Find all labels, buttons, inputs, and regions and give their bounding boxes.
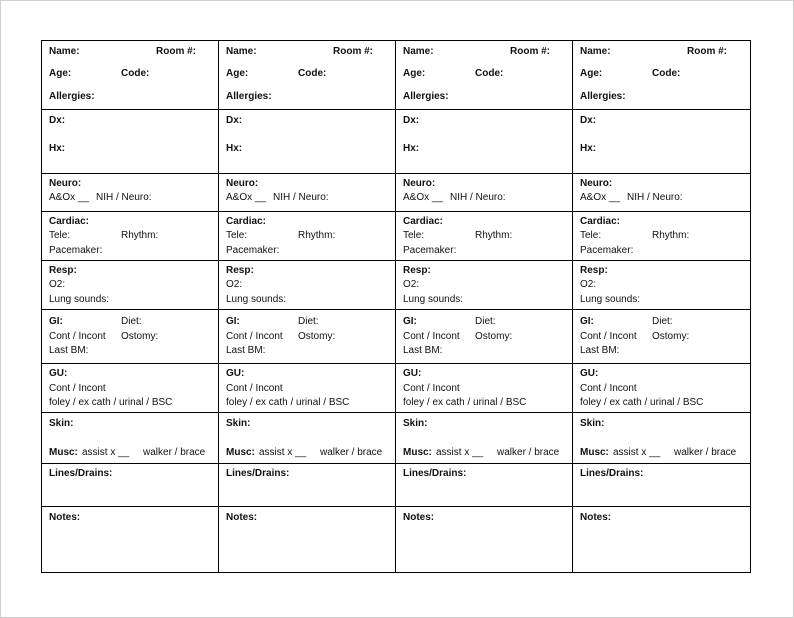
rhythm-label: Rhythm: bbox=[121, 230, 159, 241]
dx-label: Dx: bbox=[226, 115, 243, 126]
musc-label: Musc: bbox=[580, 447, 609, 458]
gi-label: GI: bbox=[580, 316, 594, 327]
neuro-label: Neuro: bbox=[49, 178, 82, 189]
cardiac-label: Cardiac: bbox=[49, 216, 90, 227]
room-label: Room #: bbox=[333, 46, 373, 57]
gi-label: GI: bbox=[226, 316, 240, 327]
code-label: Code: bbox=[121, 68, 150, 79]
notes-section bbox=[573, 507, 750, 573]
hx-label: Hx: bbox=[403, 143, 420, 154]
neuro-section bbox=[396, 174, 572, 212]
gu-label: GU: bbox=[403, 368, 422, 379]
neuro-section bbox=[219, 174, 395, 212]
gu-section bbox=[573, 364, 750, 413]
lines-drains-label: Lines/Drains: bbox=[580, 468, 644, 479]
gi-label: GI: bbox=[403, 316, 417, 327]
notes-section bbox=[396, 507, 572, 573]
neuro-label: Neuro: bbox=[403, 178, 436, 189]
diet-label: Diet: bbox=[475, 316, 496, 327]
age-label: Age: bbox=[226, 68, 249, 79]
lines-section bbox=[396, 464, 572, 507]
resp-label: Resp: bbox=[226, 265, 254, 276]
gi-cont-label: Cont / Incont bbox=[226, 331, 283, 342]
cardiac-section bbox=[219, 212, 395, 261]
walker-label: walker / brace bbox=[497, 447, 560, 458]
gi-section bbox=[219, 310, 395, 364]
cardiac-section bbox=[42, 212, 218, 261]
gu-label: GU: bbox=[49, 368, 68, 379]
notes-section bbox=[219, 507, 395, 573]
lung-sounds-label: Lung sounds: bbox=[226, 294, 287, 305]
musc-label: Musc: bbox=[49, 447, 78, 458]
diet-label: Diet: bbox=[121, 316, 142, 327]
id-section bbox=[219, 41, 395, 110]
skin-musc-section bbox=[573, 413, 750, 464]
rhythm-label: Rhythm: bbox=[298, 230, 336, 241]
allergies-label: Allergies: bbox=[49, 91, 95, 102]
aox-label: A&Ox __ bbox=[580, 192, 621, 203]
id-section bbox=[42, 41, 218, 110]
aox-label: A&Ox __ bbox=[226, 192, 267, 203]
dx-label: Dx: bbox=[403, 115, 420, 126]
cardiac-section bbox=[573, 212, 750, 261]
o2-label: O2: bbox=[49, 279, 66, 290]
o2-label: O2: bbox=[403, 279, 420, 290]
gi-section bbox=[573, 310, 750, 364]
skin-musc-section bbox=[396, 413, 572, 464]
lines-drains-label: Lines/Drains: bbox=[403, 468, 467, 479]
hx-label: Hx: bbox=[226, 143, 243, 154]
gi-label: GI: bbox=[49, 316, 63, 327]
skin-musc-section bbox=[42, 413, 218, 464]
last-bm-label: Last BM: bbox=[403, 345, 443, 356]
skin-musc-section bbox=[219, 413, 395, 464]
gi-cont-label: Cont / Incont bbox=[403, 331, 460, 342]
age-label: Age: bbox=[580, 68, 603, 79]
room-label: Room #: bbox=[156, 46, 196, 57]
dx-section bbox=[573, 110, 750, 174]
gu-devices-label: foley / ex cath / urinal / BSC bbox=[580, 397, 704, 408]
id-section bbox=[396, 41, 572, 110]
lines-drains-label: Lines/Drains: bbox=[226, 468, 290, 479]
pacemaker-label: Pacemaker: bbox=[403, 245, 457, 256]
rhythm-label: Rhythm: bbox=[652, 230, 690, 241]
dx-section bbox=[42, 110, 218, 174]
neuro-label: Neuro: bbox=[226, 178, 259, 189]
pacemaker-label: Pacemaker: bbox=[49, 245, 103, 256]
gu-section bbox=[396, 364, 572, 413]
code-label: Code: bbox=[475, 68, 504, 79]
lines-section bbox=[219, 464, 395, 507]
resp-label: Resp: bbox=[580, 265, 608, 276]
diet-label: Diet: bbox=[652, 316, 673, 327]
allergies-label: Allergies: bbox=[403, 91, 449, 102]
cardiac-label: Cardiac: bbox=[403, 216, 444, 227]
lung-sounds-label: Lung sounds: bbox=[49, 294, 110, 305]
lung-sounds-label: Lung sounds: bbox=[403, 294, 464, 305]
last-bm-label: Last BM: bbox=[49, 345, 89, 356]
assist-label: assist x __ bbox=[82, 447, 130, 458]
code-label: Code: bbox=[652, 68, 681, 79]
nih-label: NIH / Neuro: bbox=[450, 192, 506, 203]
patient-column-4 bbox=[572, 40, 751, 573]
o2-label: O2: bbox=[580, 279, 597, 290]
ostomy-label: Ostomy: bbox=[121, 331, 159, 342]
tele-label: Tele: bbox=[49, 230, 71, 241]
name-label: Name: bbox=[580, 46, 611, 57]
lung-sounds-label: Lung sounds: bbox=[580, 294, 641, 305]
aox-label: A&Ox __ bbox=[403, 192, 444, 203]
gu-cont-label: Cont / Incont bbox=[49, 383, 106, 394]
room-label: Room #: bbox=[687, 46, 727, 57]
cardiac-label: Cardiac: bbox=[226, 216, 267, 227]
nih-label: NIH / Neuro: bbox=[273, 192, 329, 203]
assist-label: assist x __ bbox=[259, 447, 307, 458]
neuro-section bbox=[573, 174, 750, 212]
age-label: Age: bbox=[49, 68, 72, 79]
ostomy-label: Ostomy: bbox=[298, 331, 336, 342]
lines-section bbox=[42, 464, 218, 507]
gu-devices-label: foley / ex cath / urinal / BSC bbox=[226, 397, 350, 408]
gi-cont-label: Cont / Incont bbox=[49, 331, 106, 342]
notes-section bbox=[42, 507, 218, 573]
gu-cont-label: Cont / Incont bbox=[580, 383, 637, 394]
patient-column-2 bbox=[218, 40, 395, 573]
resp-section bbox=[42, 261, 218, 310]
lines-section bbox=[573, 464, 750, 507]
last-bm-label: Last BM: bbox=[226, 345, 266, 356]
age-label: Age: bbox=[403, 68, 426, 79]
neuro-section bbox=[42, 174, 218, 212]
gu-section bbox=[219, 364, 395, 413]
gi-section bbox=[42, 310, 218, 364]
resp-label: Resp: bbox=[49, 265, 77, 276]
notes-label: Notes: bbox=[226, 512, 258, 523]
resp-label: Resp: bbox=[403, 265, 431, 276]
tele-label: Tele: bbox=[403, 230, 425, 241]
gu-devices-label: foley / ex cath / urinal / BSC bbox=[403, 397, 527, 408]
name-label: Name: bbox=[49, 46, 80, 57]
pacemaker-label: Pacemaker: bbox=[580, 245, 634, 256]
diet-label: Diet: bbox=[298, 316, 319, 327]
notes-label: Notes: bbox=[580, 512, 612, 523]
aox-label: A&Ox __ bbox=[49, 192, 90, 203]
notes-label: Notes: bbox=[49, 512, 81, 523]
tele-label: Tele: bbox=[226, 230, 248, 241]
skin-label: Skin: bbox=[580, 418, 605, 429]
name-label: Name: bbox=[403, 46, 434, 57]
dx-label: Dx: bbox=[49, 115, 66, 126]
pacemaker-label: Pacemaker: bbox=[226, 245, 280, 256]
nih-label: NIH / Neuro: bbox=[96, 192, 152, 203]
patient-column-1 bbox=[41, 40, 218, 573]
walker-label: walker / brace bbox=[320, 447, 383, 458]
dx-label: Dx: bbox=[580, 115, 597, 126]
report-sheet bbox=[41, 40, 753, 573]
walker-label: walker / brace bbox=[674, 447, 737, 458]
skin-label: Skin: bbox=[226, 418, 251, 429]
resp-section bbox=[396, 261, 572, 310]
name-label: Name: bbox=[226, 46, 257, 57]
code-label: Code: bbox=[298, 68, 327, 79]
assist-label: assist x __ bbox=[436, 447, 484, 458]
cardiac-section bbox=[396, 212, 572, 261]
cardiac-label: Cardiac: bbox=[580, 216, 621, 227]
musc-label: Musc: bbox=[226, 447, 255, 458]
hx-label: Hx: bbox=[580, 143, 597, 154]
patient-column-3 bbox=[395, 40, 572, 573]
resp-section bbox=[573, 261, 750, 310]
id-section bbox=[573, 41, 750, 110]
dx-section bbox=[219, 110, 395, 174]
gu-section bbox=[42, 364, 218, 413]
room-label: Room #: bbox=[510, 46, 550, 57]
dx-section bbox=[396, 110, 572, 174]
gu-label: GU: bbox=[226, 368, 245, 379]
resp-section bbox=[219, 261, 395, 310]
ostomy-label: Ostomy: bbox=[475, 331, 513, 342]
walker-label: walker / brace bbox=[143, 447, 206, 458]
tele-label: Tele: bbox=[580, 230, 602, 241]
last-bm-label: Last BM: bbox=[580, 345, 620, 356]
skin-label: Skin: bbox=[49, 418, 74, 429]
gu-label: GU: bbox=[580, 368, 599, 379]
gi-section bbox=[396, 310, 572, 364]
allergies-label: Allergies: bbox=[580, 91, 626, 102]
hx-label: Hx: bbox=[49, 143, 66, 154]
assist-label: assist x __ bbox=[613, 447, 661, 458]
gu-devices-label: foley / ex cath / urinal / BSC bbox=[49, 397, 173, 408]
gu-cont-label: Cont / Incont bbox=[403, 383, 460, 394]
gi-cont-label: Cont / Incont bbox=[580, 331, 637, 342]
rhythm-label: Rhythm: bbox=[475, 230, 513, 241]
notes-label: Notes: bbox=[403, 512, 435, 523]
skin-label: Skin: bbox=[403, 418, 428, 429]
musc-label: Musc: bbox=[403, 447, 432, 458]
ostomy-label: Ostomy: bbox=[652, 331, 690, 342]
gu-cont-label: Cont / Incont bbox=[226, 383, 283, 394]
lines-drains-label: Lines/Drains: bbox=[49, 468, 113, 479]
nih-label: NIH / Neuro: bbox=[627, 192, 683, 203]
allergies-label: Allergies: bbox=[226, 91, 272, 102]
o2-label: O2: bbox=[226, 279, 243, 290]
neuro-label: Neuro: bbox=[580, 178, 613, 189]
